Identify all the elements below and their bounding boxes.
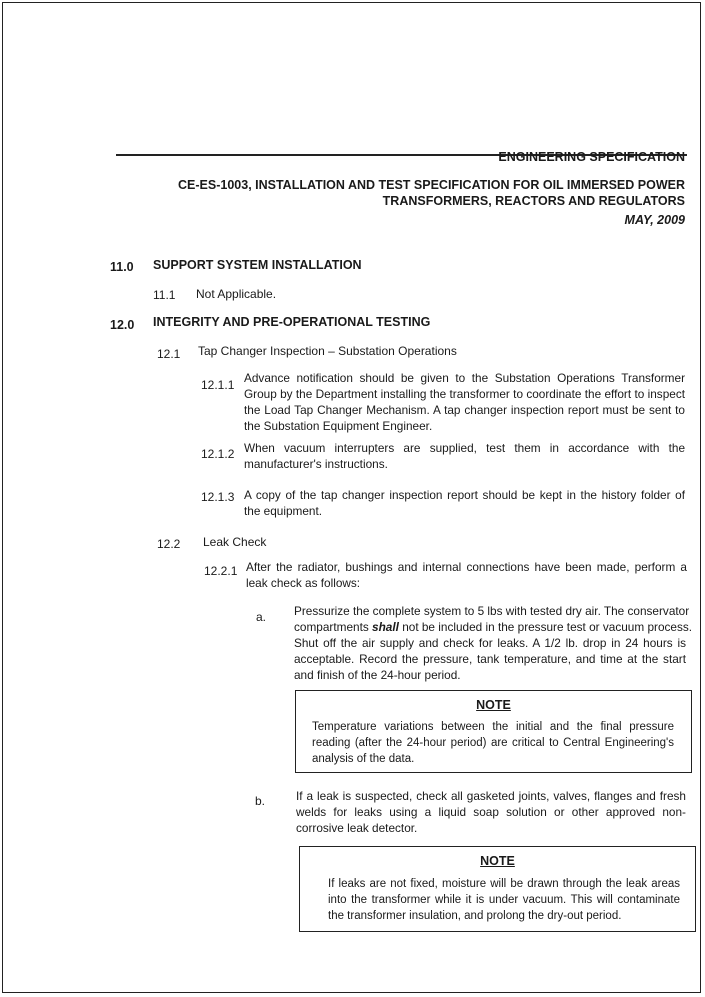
list-item-a: [294, 603, 693, 683]
note-line: If leaks are not fixed, moisture will be drawn through the leak areas: [328, 878, 680, 890]
note-title: NOTE: [476, 698, 511, 712]
subsection-text: Not Applicable.: [196, 287, 277, 301]
paragraph-line: Shut off the air supply and check for leaks. A 1/2 lb. drop in 24 hours is: [294, 636, 686, 650]
paragraph-line: and finish of the 24-hour period.: [294, 668, 461, 682]
paragraph-12-1-3: [244, 487, 685, 519]
document-title-line-1: CE-ES-1003, INSTALLATION AND TEST SPECIFICATION FOR OIL IMMERSED POWER: [178, 178, 685, 192]
paragraph-line: Group by the Department installing the transformer to coordinate the effort to inspect: [244, 387, 685, 401]
paragraph-line: When vacuum interrupters are supplied, test them in accordance with the: [244, 441, 685, 455]
subsection-number: 11.1: [153, 288, 176, 302]
paragraph-line: the Substation Equipment Engineer.: [244, 419, 433, 433]
note-line: into the transformer while it is under vacuum. This will contaminate: [328, 894, 680, 906]
line-segment: compartments: [294, 620, 373, 634]
section-title: SUPPORT SYSTEM INSTALLATION: [153, 258, 362, 272]
section-number: 11.0: [110, 260, 134, 274]
note-line: Temperature variations between the initial and the final pressure: [312, 721, 674, 733]
subsection-title: Tap Changer Inspection – Substation Operations: [198, 344, 457, 358]
document-type: ENGINEERING SPECIFICATION: [498, 150, 685, 164]
section-number: 12.0: [110, 318, 135, 332]
paragraph-12-2-1: [246, 559, 687, 591]
paragraph-12-1-1: [244, 370, 685, 434]
paragraph-line: leak check as follows:: [246, 576, 361, 590]
subsection-title: Leak Check: [203, 535, 267, 549]
document-title-line-2: TRANSFORMERS, REACTORS AND REGULATORS: [382, 194, 685, 208]
note-line: the transformer insulation, and prolong the dry-out period.: [328, 910, 622, 922]
note-line: reading (after the 24-hour period) are critical to Central Engineering's: [312, 737, 674, 749]
paragraph-line: [294, 619, 693, 635]
paragraph-number: 12.1.3: [201, 490, 235, 504]
note-title: NOTE: [480, 854, 515, 868]
paragraph-line: Pressurize the complete system to 5 lbs with tested dry air. The conservator: [294, 604, 690, 618]
list-item-label: a.: [256, 610, 267, 624]
list-item-b: [296, 788, 686, 836]
note-line: analysis of the data.: [312, 753, 415, 765]
paragraph-line: manufacturer's instructions.: [244, 457, 388, 471]
note-text: [328, 876, 680, 924]
paragraph-line: acceptable. Record the pressure, tank temperature, and time at the start: [294, 652, 686, 666]
note-box: [299, 846, 696, 932]
paragraph-line: A copy of the tap changer inspection report should be kept in the history folder of: [244, 488, 685, 502]
paragraph-12-1-2: [244, 440, 685, 472]
subsection-number: 12.2: [157, 537, 181, 551]
section-title: INTEGRITY AND PRE-OPERATIONAL TESTING: [153, 315, 431, 329]
document-date: MAY, 2009: [624, 213, 685, 227]
paragraph-line: Advance notification should be given to the Substation Operations Transformer: [244, 371, 685, 385]
paragraph-number: 12.1.2: [201, 447, 235, 461]
note-text: [312, 719, 674, 767]
line-segment: not be included in the pressure test or vacuum process.: [398, 620, 693, 634]
paragraph-line: the equipment.: [244, 504, 323, 518]
note-box: [295, 690, 692, 773]
emphasis-shall: shall: [372, 620, 399, 634]
paragraph-line: After the radiator, bushings and internal connections have been made, perform a: [246, 560, 687, 574]
paragraph-line: corrosive leak detector.: [296, 821, 418, 835]
paragraph-line: welds for leaks using a liquid soap solution or other approved non-: [296, 805, 686, 819]
paragraph-number: 12.1.1: [201, 378, 235, 392]
subsection-number: 12.1: [157, 347, 181, 361]
paragraph-line: the Load Tap Changer Mechanism. A tap changer inspection report must be sent to: [244, 403, 685, 417]
list-item-label: b.: [255, 794, 266, 808]
paragraph-line: If a leak is suspected, check all gasketed joints, valves, flanges and fresh: [296, 789, 686, 803]
paragraph-number: 12.2.1: [204, 564, 238, 578]
